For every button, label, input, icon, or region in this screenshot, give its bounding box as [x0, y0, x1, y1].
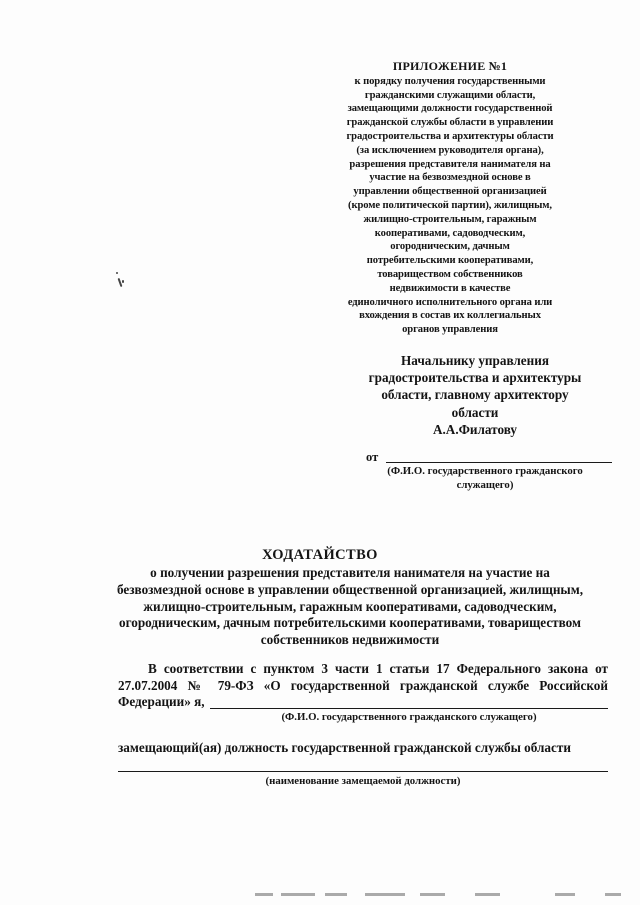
- appendix-header: [320, 60, 580, 337]
- addressee-block: [340, 352, 610, 438]
- petition-title: ХОДАТАЙСТВО: [262, 547, 378, 563]
- from-caption-line: служащего): [456, 478, 514, 491]
- appendix-line: гражданскими служащими области,: [364, 89, 536, 101]
- appendix-line: жилищно-строительным, гаражным: [363, 213, 537, 225]
- petition-subject-line: огородническим, дачным потребительскими кооперативами, товариществом: [118, 615, 582, 631]
- appendix-line: градостроительства и архитектуры области: [346, 130, 554, 142]
- position-text: замещающий(ая) должность государственной гражданской службы области: [118, 740, 571, 755]
- scan-speck: [116, 272, 118, 274]
- addressee-line: Начальнику управления: [401, 353, 549, 368]
- appendix-line: кооперативами, садоводческим,: [374, 227, 526, 239]
- appendix-line: участие на безвозмездной основе в: [369, 172, 531, 184]
- appendix-line: товариществом собственников: [377, 268, 523, 280]
- name-blank-line[interactable]: [210, 708, 608, 709]
- appendix-line: замещающими должности государственной: [347, 103, 553, 115]
- scan-bottom-dashes: [255, 893, 635, 896]
- appendix-line: потребительскими кооперативами,: [366, 255, 534, 267]
- from-label: от: [366, 450, 379, 464]
- from-caption-line: (Ф.И.О. государственного гражданского: [387, 465, 583, 477]
- addressee-name: А.А.Филатову: [432, 421, 518, 437]
- petition-subject-line: жилищно-строительным, гаражным кооперативами, садоводческим,: [143, 598, 557, 614]
- appendix-title: ПРИЛОЖЕНИЕ №1: [392, 59, 508, 73]
- appendix-line: разрешения представителя нанимателя на: [349, 158, 551, 170]
- body-line: 27.07.2004 № 79-ФЗ «О государственной гражданской службе Российской: [118, 677, 608, 693]
- body-line: Федерации» я,: [118, 694, 205, 710]
- appendix-line: недвижимости в качестве: [389, 282, 511, 294]
- from-blank-line[interactable]: [386, 462, 612, 463]
- name-caption: (Ф.И.О. государственного гражданского служащего): [281, 711, 537, 723]
- from-caption: [360, 465, 610, 492]
- appendix-line: единоличного исполнительного органа или: [347, 296, 553, 308]
- body-paragraph: [118, 661, 608, 711]
- addressee-line: градостроительства и архитектуры: [368, 370, 582, 386]
- petition-subject-line: о получении разрешения представителя нанимателя на участие на: [150, 565, 550, 580]
- petition-subject-line: безвозмездной основе в управлении общественной организацией, жилищным,: [116, 581, 583, 597]
- appendix-line: (за исключением руководителя органа),: [356, 144, 544, 156]
- appendix-line: огородническим, дачным: [390, 241, 510, 253]
- petition-subject: [110, 565, 590, 649]
- addressee-line: области: [451, 404, 499, 420]
- position-caption: (наименование замещаемой должности): [265, 775, 461, 787]
- position-blank-line[interactable]: [118, 771, 608, 772]
- appendix-line: управлении общественной организацией: [353, 186, 547, 198]
- petition-subject-line: собственников недвижимости: [260, 632, 440, 648]
- appendix-line: (кроме политической партии), жилищным,: [348, 199, 552, 211]
- scan-speck: [122, 280, 124, 283]
- appendix-line: к порядку получения государственными: [354, 75, 546, 87]
- appendix-line: гражданской службы области в управлении: [346, 117, 554, 129]
- body-line: В соответствии с пунктом 3 части 1 статьи 17 Федерального закона от: [148, 661, 608, 676]
- appendix-line: органов управления: [402, 324, 498, 336]
- appendix-line: вхождения в состав их коллегиальных: [359, 310, 541, 322]
- addressee-line: области, главному архитектору: [381, 387, 569, 403]
